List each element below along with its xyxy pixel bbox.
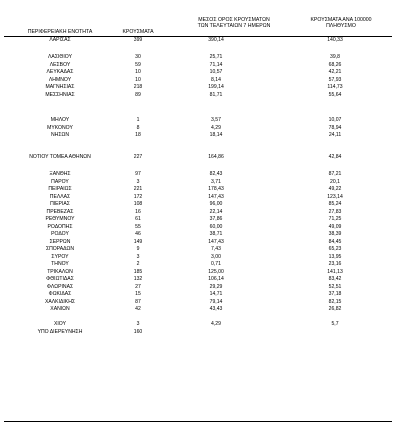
table-row (0, 299, 410, 306)
cases-cell: 160 (133, 328, 143, 335)
table-row (0, 276, 410, 283)
region-cell: ΝΗΣΩΝ (51, 132, 69, 138)
header-per100k (297, 17, 385, 29)
table-row (0, 117, 410, 124)
cases-cell: 1 (136, 117, 140, 123)
table-row (0, 132, 410, 139)
cases-cell: 218 (133, 84, 143, 90)
avg7-cell: 37,86 (209, 216, 223, 222)
per100k-cell: 140,33 (327, 37, 343, 43)
cases-cell: 399 (133, 37, 143, 43)
avg7-cell: 96,00 (209, 201, 223, 207)
per100k-cell: 10,07 (328, 117, 342, 123)
avg7-cell: 125,00 (208, 268, 224, 275)
avg7-cell: 22,14 (209, 208, 223, 215)
region-cell: ΣΠΟΡΑΔΩΝ (45, 246, 75, 252)
avg7-cell: 147,43 (208, 238, 224, 245)
region-cell: ΣΥΡΟΥ (51, 253, 69, 260)
per100k-cell: 23,16 (328, 261, 342, 267)
table-row (0, 54, 410, 61)
per100k-cell: 49,22 (328, 186, 342, 192)
cases-cell: 2 (136, 261, 140, 267)
region-cell: ΛΑΡΙΣΑΣ (49, 37, 71, 43)
avg7-cell: 25,71 (209, 54, 223, 60)
per100k-cell: 13,95 (328, 253, 342, 260)
per100k-cell: 114,73 (327, 84, 343, 90)
avg7-cell: 4,29 (211, 124, 221, 131)
per100k-cell: 82,15 (328, 298, 342, 305)
per100k-cell: 5,7 (331, 321, 339, 327)
cases-cell: 55 (135, 223, 141, 230)
per100k-cell: 39,8 (330, 54, 340, 60)
region-cell: ΠΕΙΡΑΙΩΣ (48, 186, 72, 192)
avg7-cell: 79,14 (209, 298, 223, 305)
cases-cell: 3 (136, 178, 140, 185)
region-cell: ΡΟΔΟΠΗΣ (47, 223, 73, 230)
table-row (0, 179, 410, 186)
cases-cell: 9 (136, 246, 140, 252)
region-cell: ΝΟΤΙΟΥ ΤΟΜΕΑ ΑΘΗΝΩΝ (29, 154, 91, 160)
region-cell: ΦΘΙΩΤΙΔΑΣ (46, 276, 74, 282)
region-cell: ΤΡΙΚΑΛΩΝ (47, 268, 73, 275)
cases-cell: 10 (135, 69, 141, 75)
per100k-cell: 141,13 (327, 268, 343, 275)
avg7-cell: 18,14 (209, 132, 223, 138)
region-cell: ΡΟΔΟΥ (51, 231, 69, 237)
cases-cell: 3 (136, 253, 140, 260)
per100k-cell: 24,11 (328, 132, 342, 138)
region-cell: ΜΕΣΣΗΝΙΑΣ (45, 91, 75, 98)
avg7-cell: 7,43 (211, 246, 221, 252)
region-cell: ΞΑΝΘΗΣ (49, 171, 71, 177)
cases-cell: 16 (135, 208, 141, 215)
cases-cell: 61 (135, 216, 141, 222)
avg7-cell: 106,14 (208, 276, 224, 282)
per100k-cell: 52,51 (328, 283, 342, 290)
cases-cell: 59 (135, 61, 141, 68)
cases-cell: 46 (135, 231, 141, 237)
per100k-cell: 87,21 (328, 171, 342, 177)
cases-cell: 149 (133, 238, 143, 245)
per100k-cell: 83,42 (328, 276, 342, 282)
per100k-cell: 71,25 (328, 216, 342, 222)
header-avg7-line1: ΜΕΣΟΣ ΟΡΟΣ ΚΡΟΥΣΜΑΤΩΝ (198, 17, 270, 23)
avg7-cell: 3,00 (211, 253, 221, 260)
per100k-cell: 55,64 (328, 91, 342, 98)
avg7-cell: 147,43 (208, 193, 224, 200)
avg7-cell: 8,14 (211, 76, 221, 83)
avg7-cell: 60,00 (209, 223, 223, 230)
cases-cell: 30 (135, 54, 141, 60)
cases-cell: 8 (136, 124, 140, 131)
region-cell: ΜΑΓΝΗΣΙΑΣ (45, 84, 75, 90)
table-row (0, 92, 410, 99)
region-cell: ΡΕΘΥΜΝΟΥ (45, 216, 75, 222)
table-row (0, 37, 410, 44)
region-cell: ΛΑΣΙΘΙΟΥ (48, 54, 72, 60)
per100k-cell: 78,94 (328, 124, 342, 131)
table-row (0, 291, 410, 298)
region-cell: ΜΗΛΟΥ (50, 117, 70, 123)
header-avg7-line2: ΤΩΝ ΤΕΛΕΥΤΑΙΩΝ 7 ΗΜΕΡΩΝ (197, 23, 271, 29)
region-cell: ΣΕΡΡΩΝ (49, 238, 71, 245)
per100k-cell: 85,24 (328, 201, 342, 207)
table-row (0, 261, 410, 268)
region-cell: ΠΕΛΛΑΣ (49, 193, 71, 200)
avg7-cell: 81,71 (209, 91, 223, 98)
avg7-cell: 199,14 (208, 84, 224, 90)
cases-cell: 108 (133, 201, 143, 207)
region-cell: ΛΕΥΚΑΔΑΣ (46, 69, 74, 75)
avg7-cell: 10,57 (209, 69, 223, 75)
per100k-cell: 42,21 (328, 69, 342, 75)
table-row (0, 246, 410, 253)
bottom-divider (4, 421, 392, 422)
table-row (0, 171, 410, 178)
header-per100k-line2: ΠΛΗΘΥΣΜΟ (326, 23, 356, 29)
table-row (0, 84, 410, 91)
region-cell: ΜΥΚΟΝΟΥ (47, 124, 73, 131)
avg7-cell: 3,57 (211, 117, 221, 123)
avg7-cell: 43,43 (209, 306, 223, 312)
region-cell: ΛΕΣΒΟΥ (49, 61, 71, 68)
region-cell: ΥΠΟ ΔΙΕΡΕΥΝΗΣΗ (37, 328, 83, 335)
per100k-cell: 37,18 (328, 291, 342, 297)
per100k-cell: 123,14 (327, 193, 343, 200)
region-cell: ΦΩΚΙΔΑΣ (48, 291, 72, 297)
region-cell: ΛΗΜΝΟΥ (48, 76, 72, 83)
cases-cell: 89 (135, 91, 141, 98)
cases-cell: 42 (135, 306, 141, 312)
avg7-cell: 0,71 (211, 261, 221, 267)
avg7-cell: 82,43 (209, 171, 223, 177)
region-cell: ΦΛΩΡΙΝΑΣ (46, 283, 74, 290)
table-row (0, 62, 410, 69)
table-row (0, 216, 410, 223)
cases-cell: 27 (135, 283, 141, 290)
region-cell: ΤΗΝΟΥ (51, 261, 69, 267)
cases-cell: 132 (133, 276, 143, 282)
table-row (0, 154, 410, 161)
table-row (0, 125, 410, 132)
cases-cell: 10 (135, 76, 141, 83)
table-row (0, 254, 410, 261)
per100k-cell: 57,93 (328, 76, 342, 83)
per100k-cell: 42,84 (328, 154, 342, 160)
avg7-cell: 390,14 (208, 37, 224, 43)
per100k-cell: 84,45 (328, 238, 342, 245)
table-row (0, 194, 410, 201)
table-row (0, 209, 410, 216)
table-row (0, 224, 410, 231)
per100k-cell: 27,83 (328, 208, 342, 215)
avg7-cell: 14,71 (209, 291, 223, 297)
avg7-cell: 178,43 (208, 186, 224, 192)
table-row (0, 69, 410, 76)
cases-cell: 172 (133, 193, 143, 200)
table-row (0, 321, 410, 328)
table-row (0, 269, 410, 276)
per100k-cell: 26,82 (328, 306, 342, 312)
avg7-cell: 164,86 (208, 154, 224, 160)
table-row (0, 77, 410, 84)
header-avg7 (184, 17, 284, 29)
per100k-cell: 65,23 (328, 246, 342, 252)
avg7-cell: 71,14 (209, 61, 223, 68)
table-row (0, 239, 410, 246)
table-row (0, 329, 410, 336)
avg7-cell: 4,29 (211, 321, 221, 327)
cases-cell: 185 (133, 268, 143, 275)
cases-cell: 3 (136, 321, 140, 327)
per100k-cell: 49,09 (328, 223, 342, 230)
cases-cell: 87 (135, 298, 141, 305)
per100k-cell: 20,1 (330, 178, 340, 185)
table-row (0, 186, 410, 193)
region-cell: ΧΑΝΙΩΝ (50, 306, 70, 312)
region-cell: ΠΑΡΟΥ (51, 178, 69, 185)
avg7-cell: 3,71 (211, 178, 221, 185)
table-row (0, 201, 410, 208)
region-cell: ΠΡΕΒΕΖΑΣ (46, 208, 74, 215)
region-cell: ΧΑΛΚΙΔΙΚΗΣ (44, 298, 76, 305)
table-row (0, 231, 410, 238)
table-row (0, 284, 410, 291)
per100k-cell: 38,39 (328, 231, 342, 237)
cases-cell: 15 (135, 291, 141, 297)
avg7-cell: 38,71 (209, 231, 223, 237)
header-region: ΠΕΡΙΦΕΡΕΙΑΚΗ ΕΝΟΤΗΤΑ (27, 29, 93, 35)
table-row (0, 306, 410, 313)
header-per100k-line1: ΚΡΟΥΣΜΑΤΑ ΑΝΑ 100000 (310, 17, 372, 23)
cases-cell: 221 (133, 186, 143, 192)
per100k-cell: 68,26 (328, 61, 342, 68)
cases-cell: 18 (135, 132, 141, 138)
region-cell: ΠΙΕΡΙΑΣ (50, 201, 70, 207)
header-cases: ΚΡΟΥΣΜΑΤΑ (122, 29, 154, 35)
cases-cell: 97 (135, 171, 141, 177)
avg7-cell: 29,29 (209, 283, 223, 290)
cases-cell: 227 (133, 154, 143, 160)
region-cell: ΧΙΟΥ (53, 321, 66, 327)
